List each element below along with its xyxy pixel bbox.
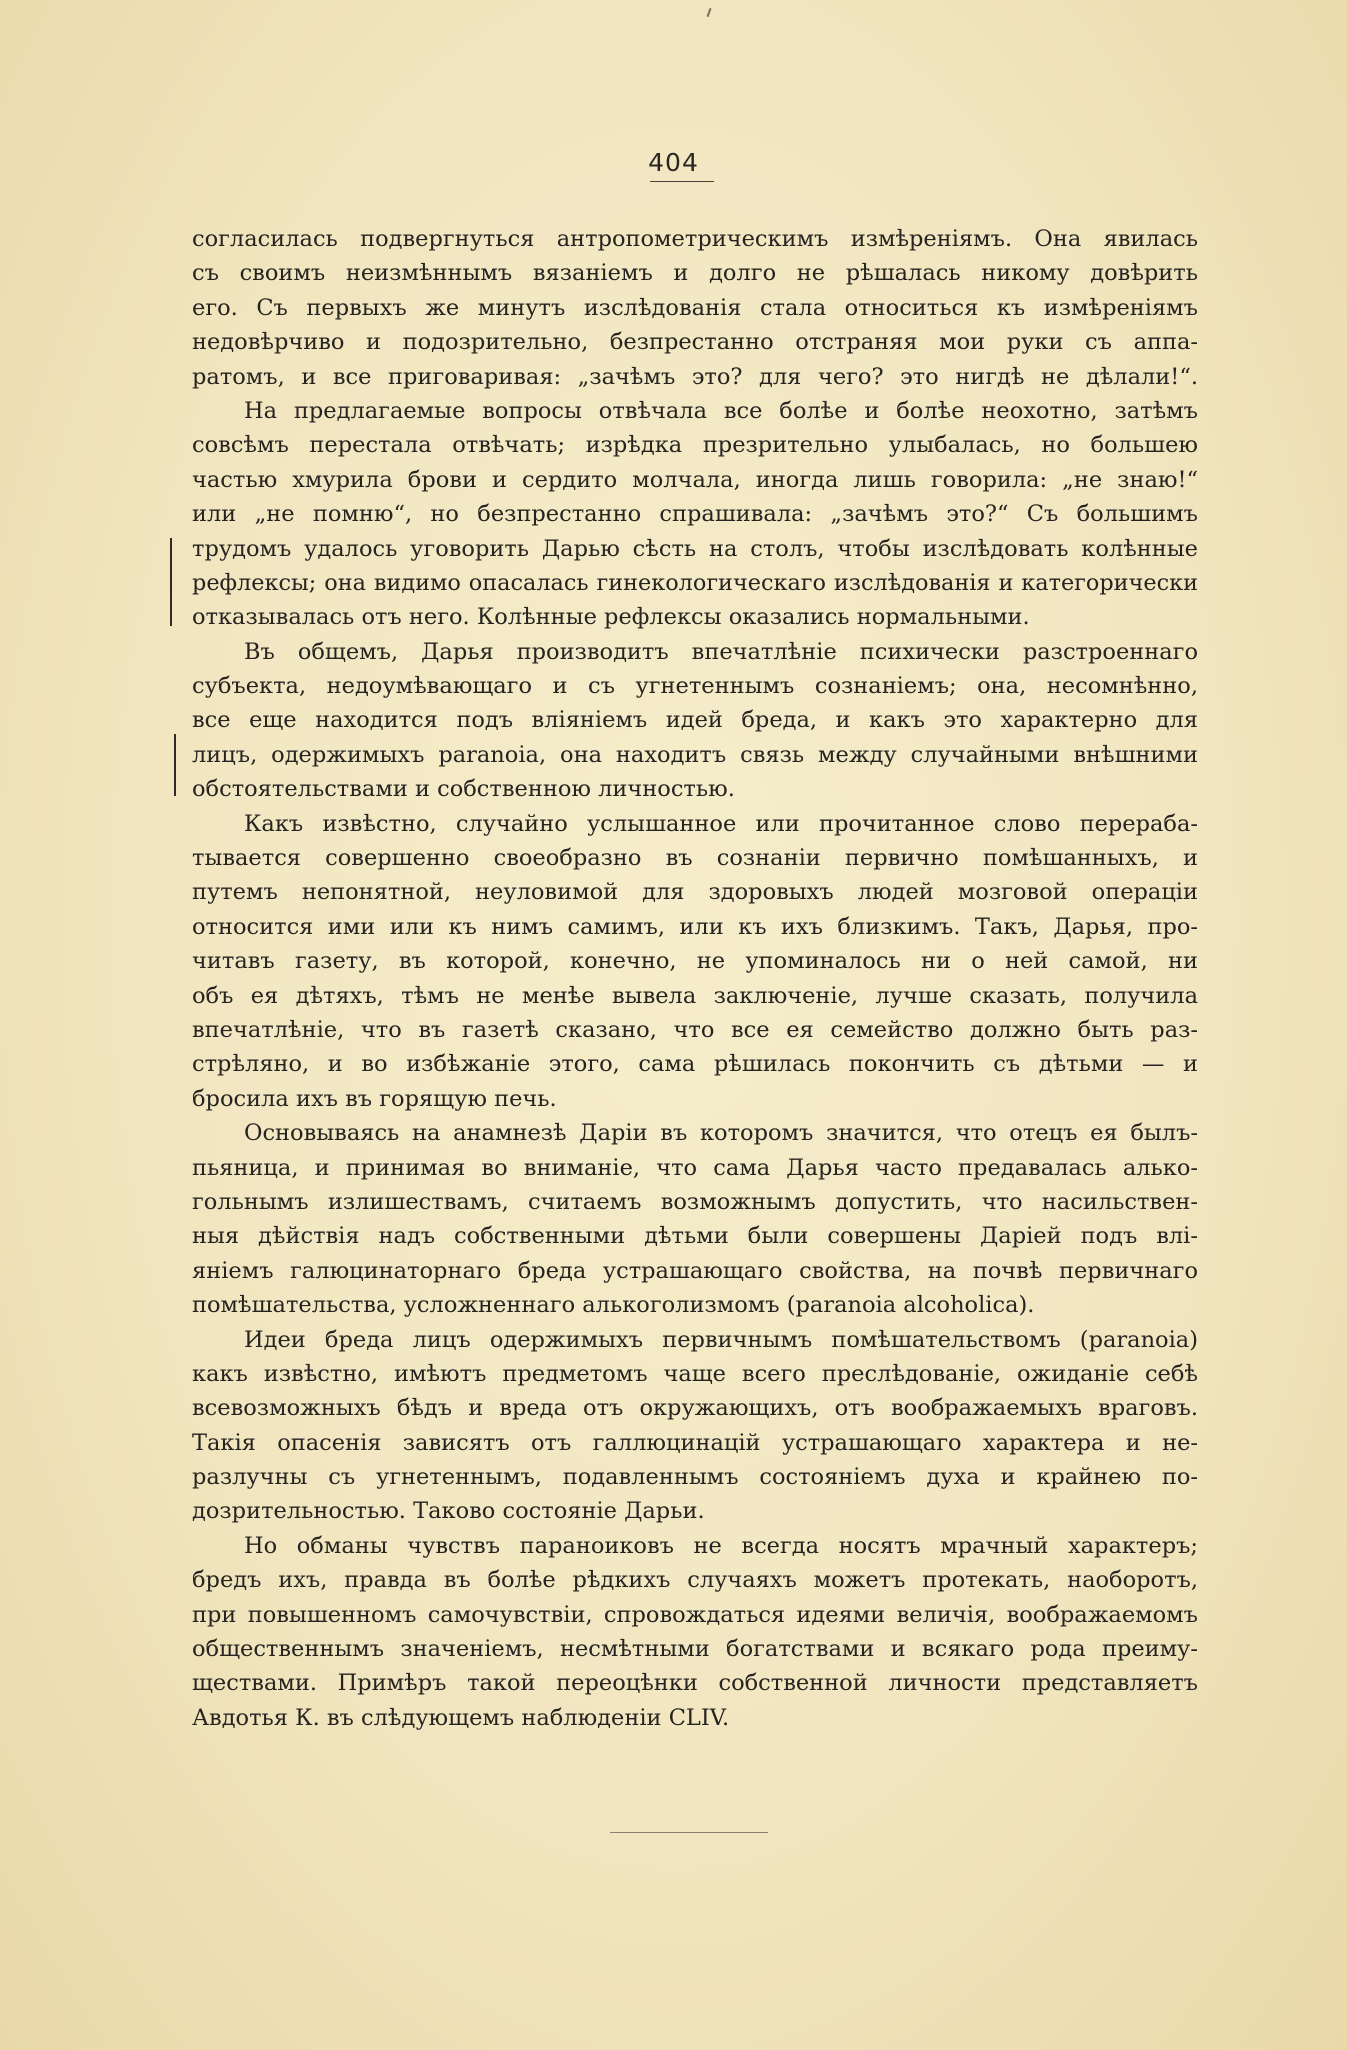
text-line: его. Съ первыхъ же минутъ изслѣдованія стала относиться къ измѣреніямъ	[192, 294, 1198, 321]
text-line: Но обманы чувствъ параноиковъ не всегда носятъ мрачный характеръ;	[244, 1532, 1198, 1559]
text-line: недовѣрчиво и подозрительно, безпрестанно отстраняя мои руки съ аппа-	[192, 329, 1198, 356]
text-line: Въ общемъ, Дарья производитъ впечатлѣніе психически разстроеннаго	[244, 638, 1198, 665]
end-rule	[610, 1832, 768, 1833]
text-line: всевозможныхъ бѣдъ и вреда отъ окружающихъ, отъ воображаемыхъ враговъ.	[192, 1395, 1198, 1422]
text-line: или „не помню“, но безпрестанно спрашивала: „зачѣмъ это?“ Съ большимъ	[192, 501, 1198, 528]
text-line: отказывалась отъ него. Колѣнные рефлексы оказались нормальными.	[192, 604, 1030, 631]
text-line: все еще находится подъ вліяніемъ идей бреда, и какъ это характерно для	[192, 707, 1198, 734]
text-line: Идеи бреда лицъ одержимыхъ первичнымъ помѣшательствомъ (paranoia)	[244, 1326, 1198, 1353]
text-line: при повышенномъ самочувствіи, спровождаться идеями величія, воображаемомъ	[192, 1601, 1198, 1628]
text-line: На предлагаемые вопросы отвѣчала все болѣе и болѣе неохотно, затѣмъ	[244, 397, 1198, 424]
text-line: обстоятельствами и собственною личностью.	[192, 776, 735, 803]
text-line: субъекта, недоумѣвающаго и съ угнетеннымъ сознаніемъ; она, несомнѣнно,	[192, 673, 1198, 700]
text-line: тывается совершенно своеобразно въ сознаніи первично помѣшанныхъ, и	[192, 845, 1198, 872]
text-line: пьяница, и принимая во вниманіе, что сама Дарья часто предавалась алько-	[192, 1154, 1198, 1181]
text-line: разлучны съ угнетеннымъ, подавленнымъ состояніемъ духа и крайнею по-	[192, 1464, 1198, 1491]
text-line: впечатлѣніе, что въ газетѣ сказано, что все ея семейство должно быть раз-	[192, 1016, 1198, 1043]
text-line: Основываясь на анамнезѣ Даріи въ которомъ значится, что отецъ ея былъ-	[244, 1120, 1198, 1147]
text-line: Какъ извѣстно, случайно услышанное или прочитанное слово перераба-	[244, 810, 1198, 837]
text-line: Такія опасенія зависятъ отъ галлюцинацій устрашающаго характера и не-	[192, 1429, 1198, 1456]
text-line: ратомъ, и все приговаривая: „зачѣмъ это? для чего? это нигдѣ не дѣлали!“.	[192, 363, 1198, 390]
text-line: согласилась подвергнуться антропометрическимъ измѣреніямъ. Она явилась	[192, 226, 1198, 252]
text-line: стрѣляно, и во избѣжаніе этого, сама рѣшилась покончить съ дѣтьми — и	[192, 1051, 1198, 1078]
text-line: дозрительностью. Таково состояніе Дарьи.	[192, 1498, 705, 1525]
text-line: рефлексы; она видимо опасалась гинекологическаго изслѣдованія и категорически	[192, 569, 1198, 596]
text-line: какъ извѣстно, имѣютъ предметомъ чаще всего преслѣдованіе, ожиданіе себѣ	[192, 1360, 1198, 1387]
text-line: общественнымъ значеніемъ, несмѣтными богатствами и всякаго рода преиму-	[192, 1636, 1198, 1663]
text-line: путемъ непонятной, неуловимой для здоровыхъ людей мозговой операціи	[192, 879, 1198, 906]
text-line: помѣшательства, усложненнаго алькоголизмомъ (paranoia alcoholica).	[192, 1292, 1035, 1319]
text-line: совсѣмъ перестала отвѣчать; изрѣдка презрительно улыбалась, но большею	[192, 432, 1198, 459]
page-number-underline	[650, 181, 714, 182]
text-line: лицъ, одержимыхъ paranoia, она находитъ связь между случайными внѣшними	[192, 741, 1198, 768]
ink-blemish	[707, 8, 712, 17]
text-line: трудомъ удалось уговорить Дарью сѣсть на столъ, чтобы изслѣдовать колѣнные	[192, 535, 1198, 562]
margin-mark	[170, 538, 172, 626]
text-line: ныя дѣйствія надъ собственными дѣтьми были совершены Даріей подъ влі-	[192, 1223, 1198, 1250]
text-line: Авдотья К. въ слѣдующемъ наблюденіи CLIV.	[192, 1704, 730, 1731]
text-line: частью хмурила брови и сердито молчала, иногда лишь говорила: „не знаю!“	[192, 466, 1198, 493]
text-line: яніемъ галюцинаторнаго бреда устрашающаго свойства, на почвѣ первичнаго	[192, 1257, 1198, 1284]
margin-mark	[174, 734, 176, 796]
text-line: объ ея дѣтяхъ, тѣмъ не менѣе вывела заключеніе, лучше сказать, получила	[192, 982, 1198, 1009]
page-number: 404	[648, 148, 699, 177]
text-line: относится ими или къ нимъ самимъ, или къ ихъ близкимъ. Такъ, Дарья, про-	[192, 913, 1198, 940]
text-line: читавъ газету, въ которой, конечно, не упоминалось ни о ней самой, ни	[192, 948, 1198, 975]
text-line: ществами. Примѣръ такой переоцѣнки собственной личности представляетъ	[192, 1670, 1198, 1697]
text-line: гольнымъ излишествамъ, считаемъ возможнымъ допустить, что насильствен-	[192, 1188, 1198, 1215]
text-line: бредъ ихъ, правда въ болѣе рѣдкихъ случаяхъ можетъ протекать, наоборотъ,	[192, 1567, 1198, 1594]
text-line: бросила ихъ въ горящую печь.	[192, 1085, 557, 1112]
text-line: съ своимъ неизмѣннымъ вязаніемъ и долго не рѣшалась никому довѣрить	[192, 260, 1198, 287]
body-text	[192, 222, 1198, 1735]
